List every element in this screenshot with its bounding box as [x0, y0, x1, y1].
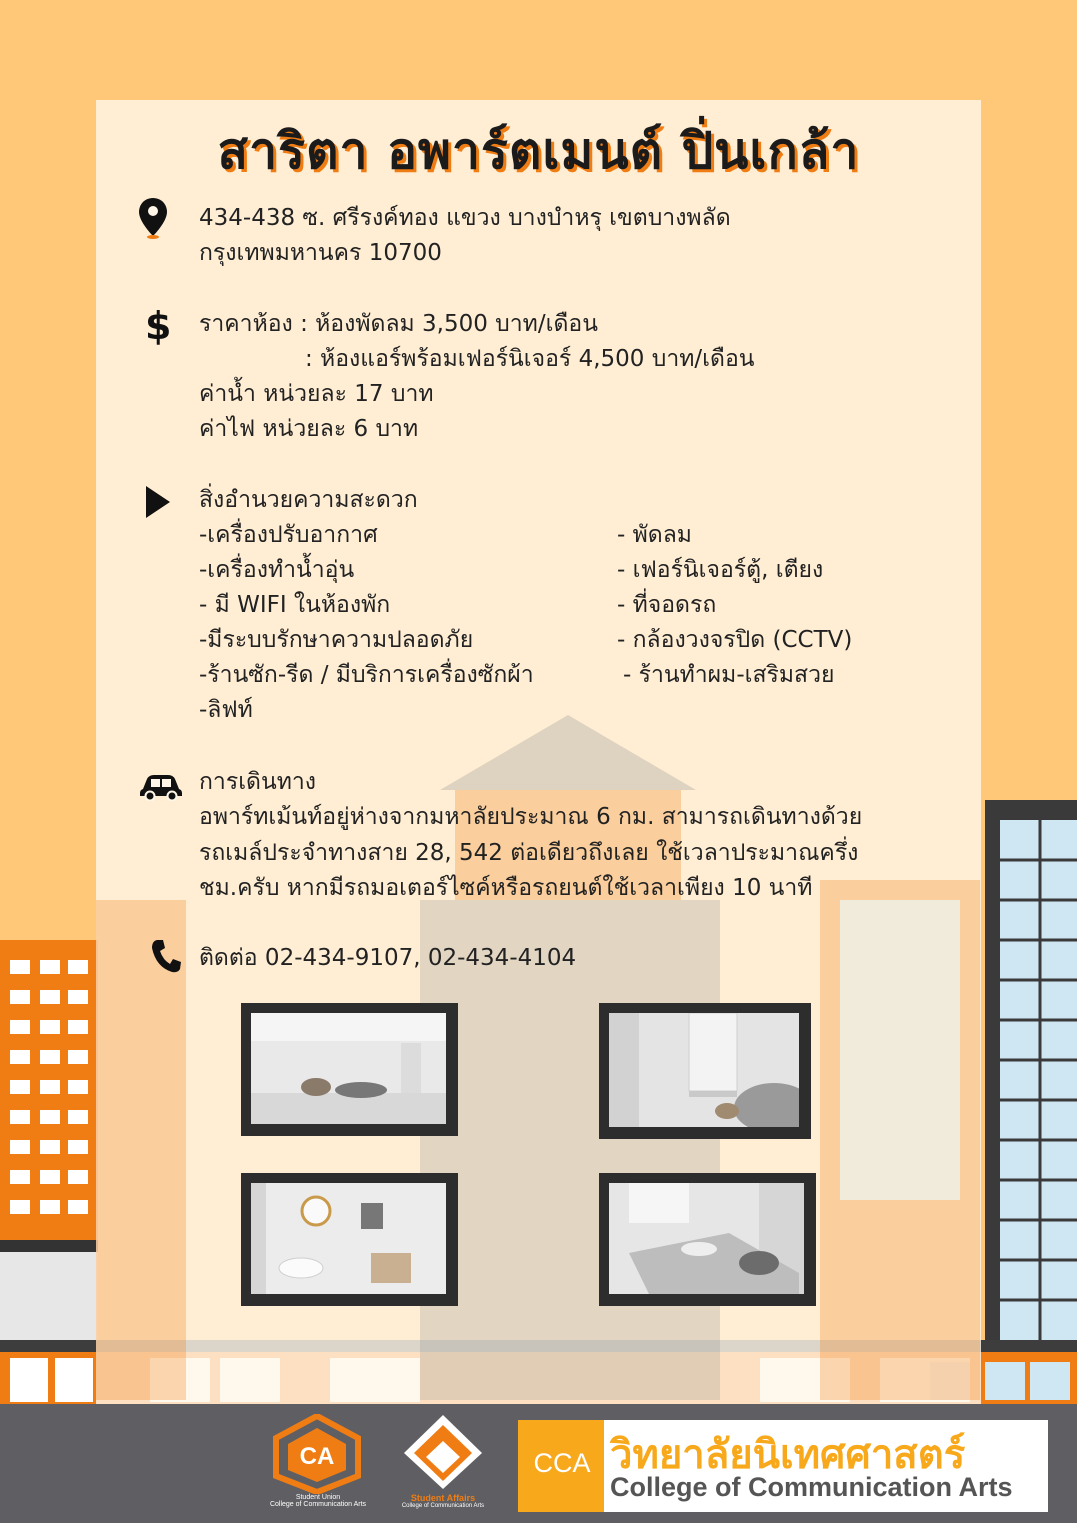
room-photo	[599, 1173, 816, 1306]
dollar-icon: $	[145, 304, 172, 348]
facility-left-item: -มีระบบรักษาความปลอดภัย	[199, 627, 474, 653]
address-line-1: 434-438 ซ. ศรีรงค์ทอง แขวง บางบำหรุ เขตบางพลัด	[199, 205, 731, 231]
price-line-1: ราคาห้อง : ห้องพัดลม 3,500 บาท/เดือน	[199, 311, 598, 337]
cca-abbreviation: CCA	[533, 1448, 591, 1478]
page-title: สาริตา อพาร์ตเมนต์ ปิ่นเกล้า	[217, 122, 860, 180]
car-icon	[139, 771, 183, 801]
travel-line: รถเมล์ประจำทางสาย 28, 542 ต่อเดียวถึงเลย ใช้เวลาประมาณครึ่ง	[199, 840, 859, 866]
facility-right-item: - ร้านทำผม-เสริมสวย	[623, 662, 835, 688]
travel-line: ชม.ครับ หากมีรถมอเตอร์ไซค์หรือรถยนต์ใช้เวลาเพียง 10 นาที	[199, 875, 813, 901]
facility-left-item: -เครื่องทำน้ำอุ่น	[199, 557, 355, 583]
student-affairs-caption: Student Affairs College of Communication Arts	[401, 1493, 485, 1509]
electric-rate: ค่าไฟ หน่วยละ 6 บาท	[199, 416, 419, 442]
facility-left-item: -ร้านซัก-รีด / มีบริการเครื่องซักผ้า	[199, 662, 534, 688]
svg-text:CA: CA	[299, 1443, 335, 1470]
room-photo	[599, 1003, 811, 1139]
facilities-heading: สิ่งอำนวยความสะดวก	[199, 487, 418, 513]
travel-heading: การเดินทาง	[199, 769, 317, 795]
map-pin-icon	[138, 196, 168, 240]
facility-right-item: - ที่จอดรถ	[617, 592, 717, 618]
travel-line: อพาร์ทเม้นท์อยู่ห่างจากมหาลัยประมาณ 6 กม. สามารถเดินทางด้วย	[199, 804, 863, 830]
student-union-logo	[272, 1414, 362, 1494]
room-photo	[241, 1003, 458, 1136]
cca-logo	[518, 1420, 1048, 1512]
room-photo	[241, 1173, 458, 1306]
water-rate: ค่าน้ำ หน่วยละ 17 บาท	[199, 381, 434, 407]
facility-left-item: -เครื่องปรับอากาศ	[199, 522, 378, 548]
cca-badge	[518, 1420, 604, 1512]
address-line-2: กรุงเทพมหานคร 10700	[199, 240, 442, 266]
facility-left-item: -ลิฟท์	[199, 697, 253, 723]
facility-right-item: - พัดลม	[617, 522, 692, 548]
facility-right-item: - เฟอร์นิเจอร์ตู้, เตียง	[617, 557, 824, 583]
facility-left-item: - มี WIFI ในห้องพัก	[199, 592, 391, 618]
cca-english-name: College of Communication Arts	[610, 1472, 1013, 1502]
cca-thai-name: วิทยาลัยนิเทศศาสตร์	[610, 1432, 966, 1478]
student-union-caption: Student Union College of Communication Arts	[269, 1494, 367, 1508]
play-triangle-icon	[144, 484, 172, 520]
facility-right-item: - กล้องวงจรปิด (CCTV)	[617, 627, 853, 653]
price-line-2: : ห้องแอร์พร้อมเฟอร์นิเจอร์ 4,500 บาท/เดือน	[305, 346, 755, 372]
phone-icon	[150, 938, 182, 974]
student-affairs-logo	[398, 1411, 488, 1491]
contact-phones: ติดต่อ 02-434-9107, 02-434-4104	[199, 945, 577, 971]
